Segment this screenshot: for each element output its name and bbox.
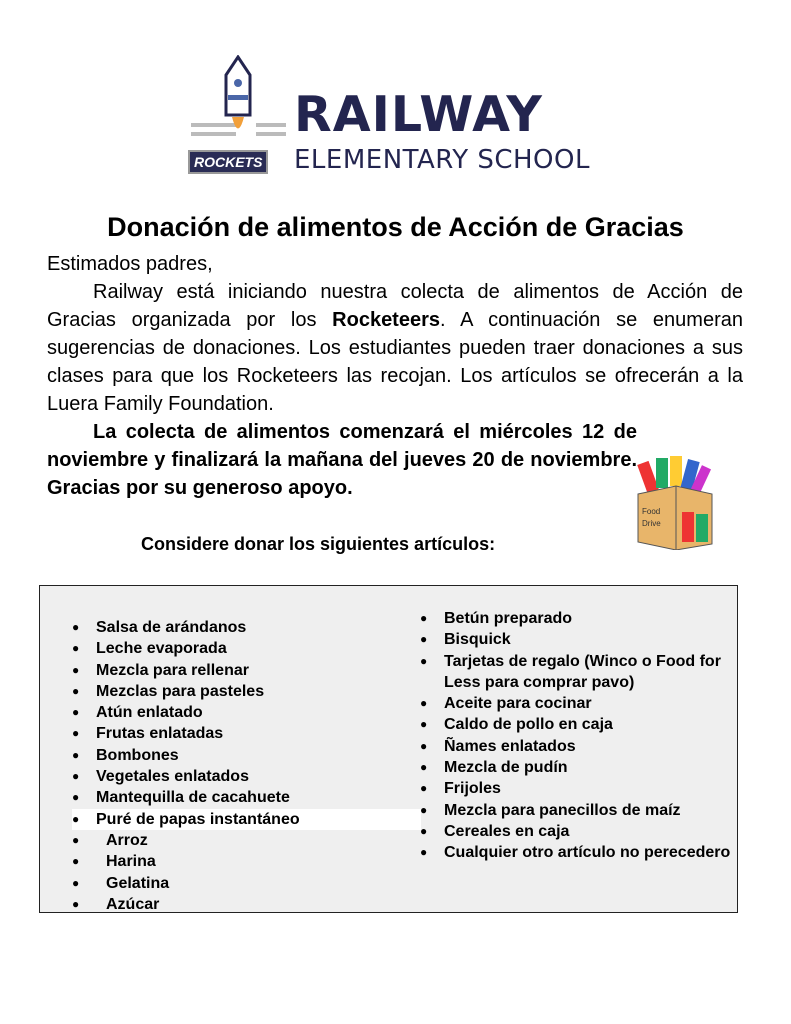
greeting: Estimados padres, [47,253,213,275]
food-drive-label: Food [642,507,661,516]
list-item: ● Leche evaporada [72,638,402,659]
intro-text: Railway está iniciando nuestra colecta de alimentos de Acción de Gracias organizada por los [47,281,743,331]
rockets-badge: ROCKETS [188,150,268,174]
list-item: ● Ñames enlatados [420,736,735,757]
list-item: ● Tarjetas de regalo (Winco o Food for Less para comprar pavo) [420,651,735,694]
rocket-icon [186,55,286,155]
list-item: ● Frutas enlatadas [72,723,402,744]
svg-text:Drive: Drive [642,519,661,528]
paragraph-intro [47,278,743,418]
list-item: ● Mezcla para panecillos de maíz [420,800,735,821]
list-item: ● Mantequilla de cacahuete [72,787,402,808]
food-drive-image [636,454,714,550]
list-item: ● Aceite para cocinar [420,693,735,714]
list-item: ● Arroz [72,830,402,851]
intro-text-end: . A continuación se enumeran sugerencias de donaciones. Los estudiantes pueden traer donaciones a sus clases para que los Rocketeers las recojan. Los artículos se ofrecerán a la Luera Family Foundation. [47,309,743,415]
page-title: Donación de alimentos de Acción de Gracias [107,212,684,242]
list-item: ● Bisquick [420,629,735,650]
list-item: ● Frijoles [420,778,735,799]
list-item: ● Salsa de arándanos [72,617,402,638]
list-item: ● Mezcla de pudín [420,757,735,778]
list-item: ● Harina [72,851,402,872]
dates-text: La colecta de alimentos comenzará el miércoles 12 de noviembre y finalizará la mañana del jueves 20 de noviembre. Gracias por su generoso apoyo. [47,421,637,499]
list-item: ● Mezclas para pasteles [72,681,402,702]
list-item: ● Gelatina [72,873,402,894]
list-item: ● Cualquier otro artículo no perecedero [420,842,735,863]
list-item: ● Cereales en caja [420,821,735,842]
donation-list-right [420,608,735,864]
list-item: ● Puré de papas instantáneo [72,809,421,830]
list-item: ● Vegetales enlatados [72,766,402,787]
school-name: RAILWAY [294,86,543,143]
list-item: ● Caldo de pollo en caja [420,714,735,735]
donation-list-box [39,585,738,913]
rocketeers-bold: Rocketeers [332,309,440,331]
list-item: ● Bombones [72,745,402,766]
donation-subtitle: Considere donar los siguientes artículos: [141,534,496,554]
list-item: ● Mezcla para rellenar [72,660,402,681]
school-logo [186,55,626,180]
school-subtitle: ELEMENTARY SCHOOL [294,145,590,175]
list-item: ● Atún enlatado [72,702,402,723]
list-item: ● Betún preparado [420,608,735,629]
donation-list-left [72,617,402,915]
list-item: ● Azúcar [72,894,402,915]
